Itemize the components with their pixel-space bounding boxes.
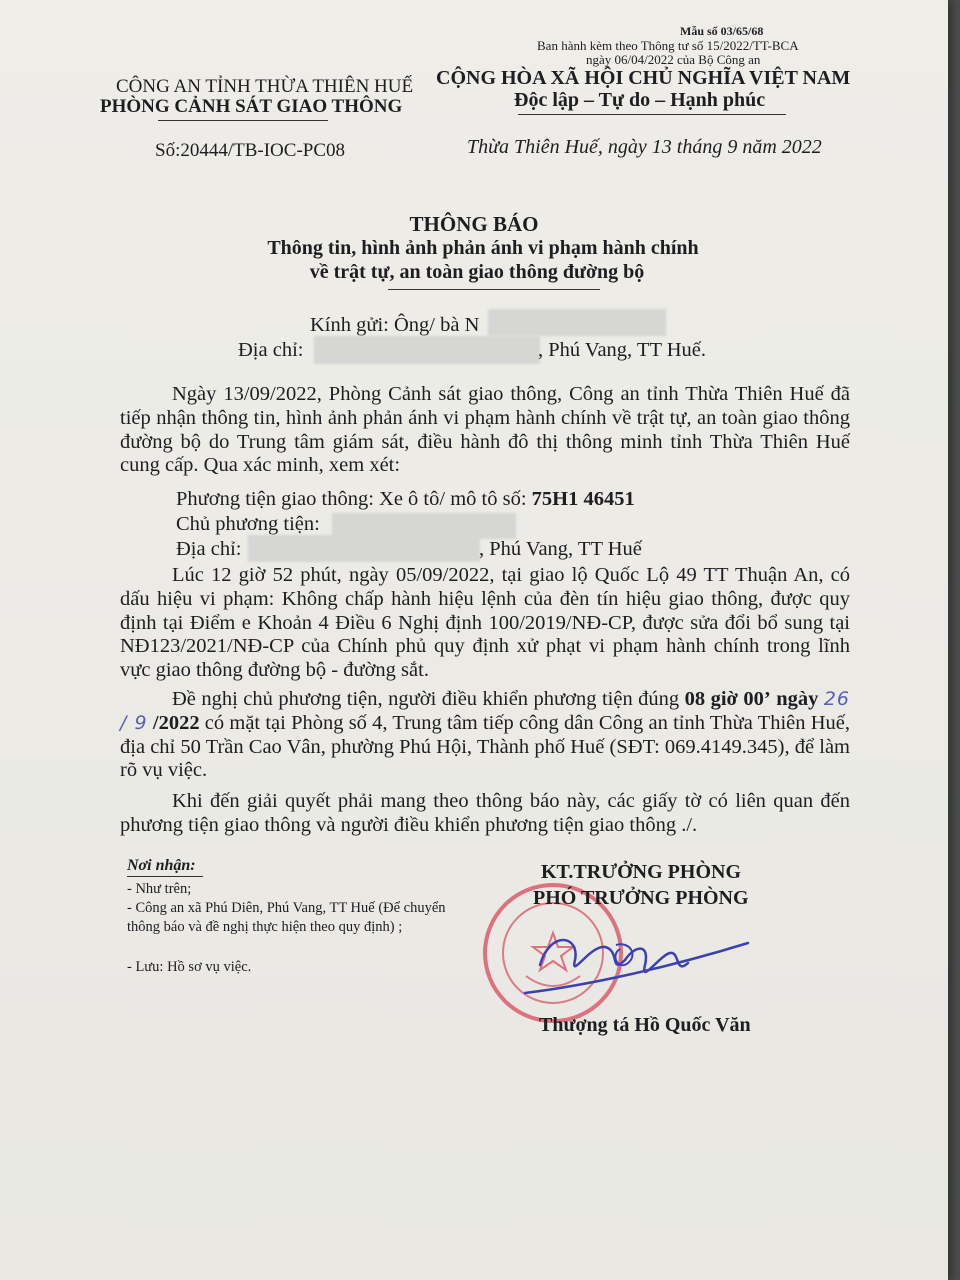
summons-year: /2022 xyxy=(152,711,200,734)
vehicle-plate: 75H1 46451 xyxy=(531,488,635,510)
document-subtitle-line2: về trật tự, an toàn giao thông đường bộ xyxy=(309,261,645,283)
redacted-address xyxy=(314,336,540,364)
summons-day-label: ngày xyxy=(776,688,819,710)
owner-address-label: Địa chỉ: xyxy=(176,538,242,560)
org-underline xyxy=(158,120,328,121)
vehicle-label: Phương tiện giao thông: Xe ô tô/ mô tô số: xyxy=(176,488,532,510)
place-and-date: Thừa Thiên Huế, ngày 13 tháng 9 năm 2022 xyxy=(467,136,822,158)
redacted-owner-address xyxy=(248,535,480,562)
org-parent: CÔNG AN TỈNH THỪA THIÊN HUẾ xyxy=(116,76,414,97)
recipient-item: - Lưu: Hồ sơ vụ việc. xyxy=(127,959,252,975)
intro-paragraph-text: Ngày 13/09/2022, Phòng Cảnh sát giao thông, Công an tỉnh Thừa Thiên Huế đã tiếp nhận thông tin, hình ảnh phản ánh vi phạm hành chính về trật tự, an toàn giao thông đường bộ do Trung tâm giám sát, điều hành đô thị thông minh tỉnh Thừa Thiên Huế cung cấp. Qua xác minh, xem xét: xyxy=(120,383,850,477)
addressee-address-label: Địa chỉ: xyxy=(238,339,304,361)
summons-text-rest: có mặt tại Phòng số 4, Trung tâm tiếp công dân Công an tỉnh Thừa Thiên Huế, địa chỉ 50 Trần Cao Vân, phường Phú Hội, Thành phố Huế (SĐT: 069.4149.345), để làm rõ vụ việc. xyxy=(120,711,850,782)
signer-name: Thượng tá Hồ Quốc Văn xyxy=(539,1014,751,1036)
vehicle-line xyxy=(176,488,635,511)
closing-paragraph-text: Khi đến giải quyết phải mang theo thông báo này, các giấy tờ có liên quan đến phương tiện giao thông và người điều khiển phương tiện giao thông ./. xyxy=(120,790,850,836)
org-department: PHÒNG CẢNH SÁT GIAO THÔNG xyxy=(100,96,403,117)
intro-paragraph xyxy=(120,383,850,478)
summons-text-start: Đề nghị chủ phương tiện, người điều khiển phương tiện đúng xyxy=(172,688,685,710)
signature-title-line1: KT.TRƯỞNG PHÒNG xyxy=(541,861,741,883)
document-title: THÔNG BÁO xyxy=(409,212,539,236)
recipients-underline xyxy=(127,876,203,877)
motto-underline xyxy=(518,114,786,115)
owner-address-suffix: , Phú Vang, TT Huế xyxy=(479,538,642,560)
form-number: Mẫu số 03/65/68 xyxy=(680,24,764,38)
signature-title-line2: PHÓ TRƯỞNG PHÒNG xyxy=(533,887,749,909)
closing-paragraph xyxy=(120,790,850,838)
form-reference-line1: Ban hành kèm theo Thông tư số 15/2022/TT-BCA xyxy=(537,38,799,53)
addressee-address-suffix: , Phú Vang, TT Huế. xyxy=(538,339,706,361)
violation-paragraph-text: Lúc 12 giờ 52 phút, ngày 05/09/2022, tại giao lộ Quốc Lộ 49 TT Thuận An, có dấu hiệu vi phạm: Không chấp hành hiệu lệnh của đèn tín hiệu giao thông, được quy định tại Điểm e Khoản 4 Điều 6 Nghị định 100/2019/NĐ-CP, được sửa đổi bổ sung tại NĐ123/2021/NĐ-CP của Chính phủ quy định xử phạt vi phạm hành chính trong lĩnh vực giao thông đường bộ - đường sắt. xyxy=(120,564,850,682)
handwritten-signature xyxy=(520,915,760,1005)
summons-paragraph xyxy=(120,688,850,783)
document-subtitle-line1: Thông tin, hình ảnh phản ánh vi phạm hành chính xyxy=(267,237,699,259)
recipients-title: Nơi nhận: xyxy=(127,857,196,874)
title-underline xyxy=(388,289,600,290)
national-motto: Độc lập – Tự do – Hạnh phúc xyxy=(514,89,766,111)
redacted-name xyxy=(488,309,666,336)
recipient-item: - Công an xã Phú Diên, Phú Vang, TT Huế (Để chuyển thông báo và đề nghị thực hiện theo quy định) ; xyxy=(127,900,446,935)
form-reference-line2: ngày 06/04/2022 của Bộ Công an xyxy=(586,52,761,67)
handwritten-date: 26 / 9 xyxy=(120,688,851,734)
summons-time: 08 giờ 00’ xyxy=(684,688,771,710)
national-title: CỘNG HÒA XÃ HỘI CHỦ NGHĨA VIỆT NAM xyxy=(436,67,851,89)
addressee-salutation: Kính gửi: Ông/ bà N xyxy=(310,314,480,336)
recipient-item: - Như trên; xyxy=(127,881,192,897)
violation-paragraph xyxy=(120,564,850,683)
document-number: Số:20444/TB-IOC-PC08 xyxy=(155,140,346,161)
owner-label: Chủ phương tiện: xyxy=(176,513,320,535)
